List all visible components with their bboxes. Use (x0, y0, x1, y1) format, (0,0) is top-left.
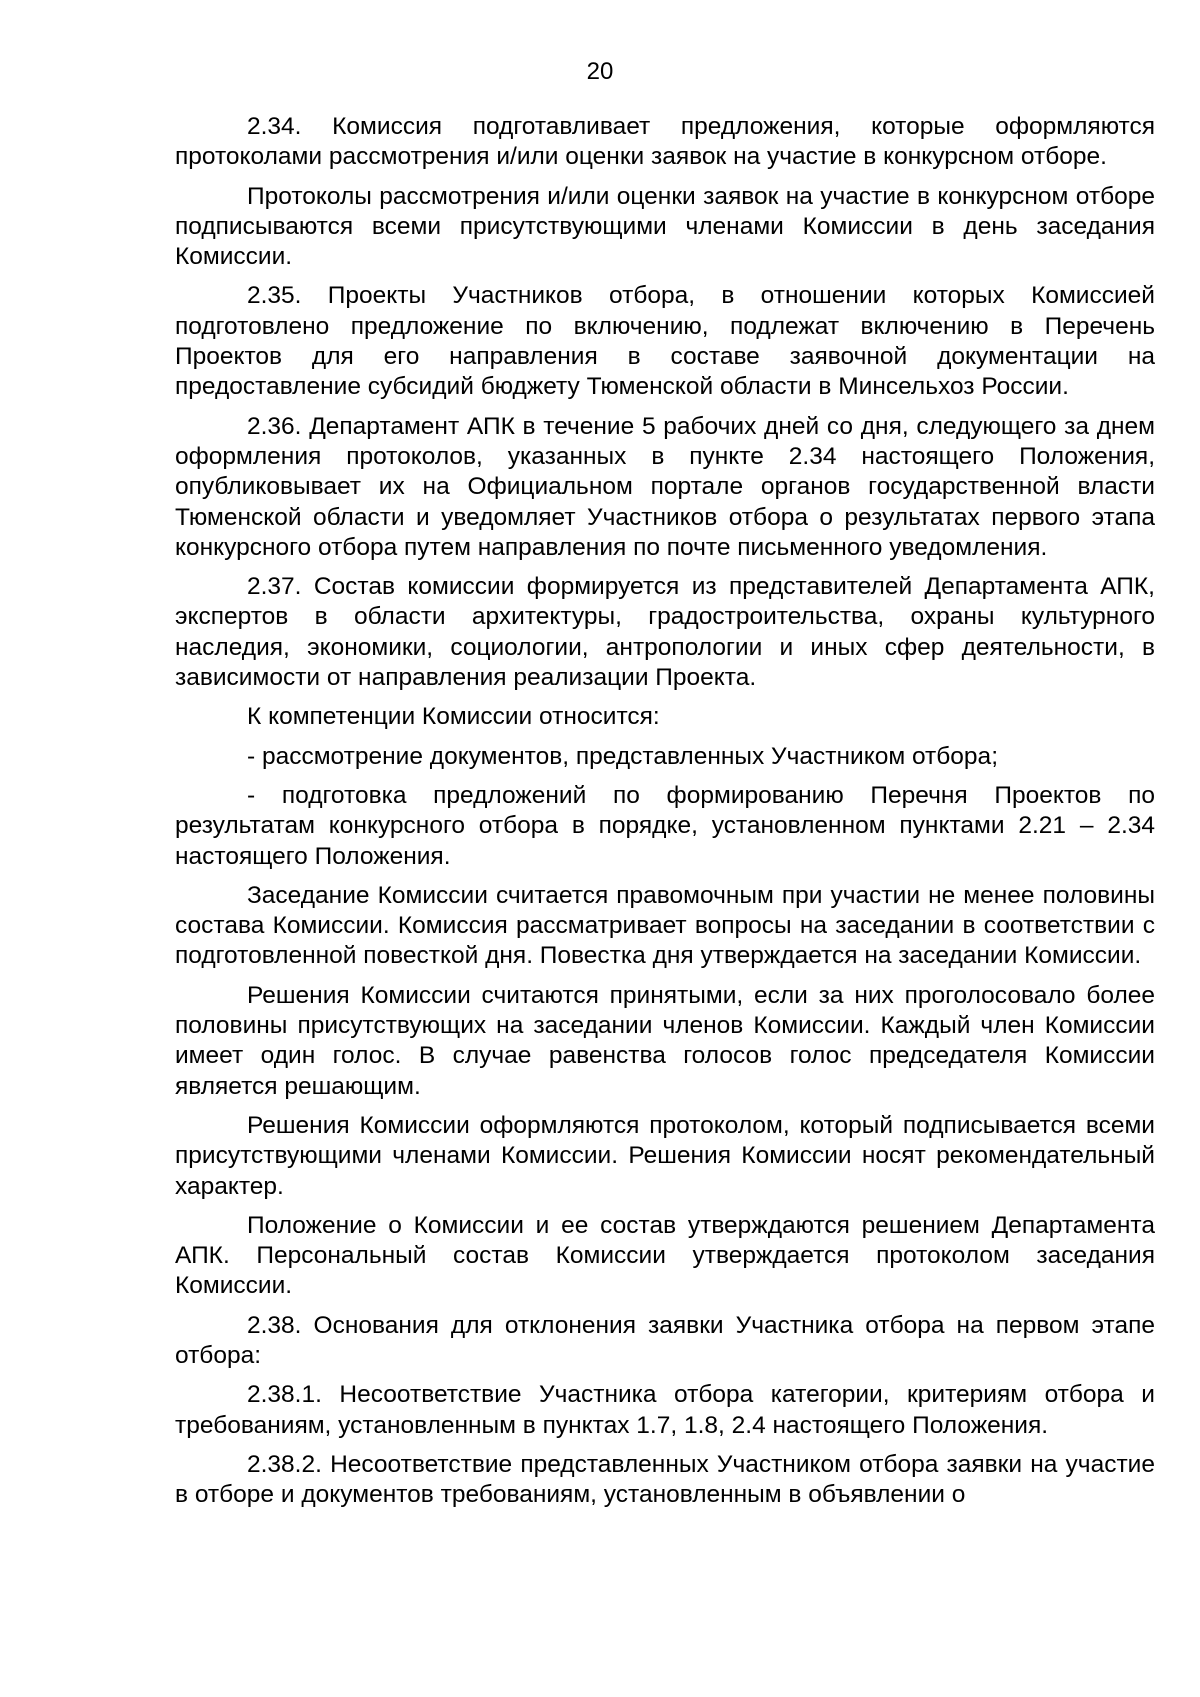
paragraph-2-38-2: 2.38.2. Несоответствие представленных Участником отбора заявки на участие в отборе и документов требованиям, установленным в объявлении о (175, 1450, 1155, 1509)
paragraph-2-36: 2.36. Департамент АПК в течение 5 рабочих дней со дня, следующего за днем оформления протоколов, указанных в пункте 2.34 настоящего Положения, опубликовывает их на Официальном портале органов государственной власти Тюменской области и уведомляет Участников отбора о результатах первого этапа конкурсного отбора путем направления по почте письменного уведомления. (175, 412, 1155, 561)
paragraph-competence-item-2: - подготовка предложений по формированию Перечня Проектов по результатам конкурсного отбора в порядке, установленном пунктами 2.21 – 2.34 настоящего Положения. (175, 781, 1155, 870)
paragraph-quorum: Заседание Комиссии считается правомочным при участии не менее половины состава Комиссии. Комиссия рассматривает вопросы на заседании в соответствии с подготовленной повесткой дня. Повестка дня утверждается на заседании Комиссии. (175, 881, 1155, 970)
page-number: 20 (586, 58, 614, 85)
paragraph-decisions-voting: Решения Комиссии считаются принятыми, если за них проголосовало более половины присутствующих на заседании членов Комиссии. Каждый член Комиссии имеет один голос. В случае равенства голосов голос председателя Комиссии является решающим. (175, 981, 1155, 1100)
paragraph-decisions-protocol: Решения Комиссии оформляются протоколом, который подписывается всеми присутствующими членами Комиссии. Решения Комиссии носят рекомендательный характер. (175, 1111, 1155, 1200)
paragraph-2-38: 2.38. Основания для отклонения заявки Участника отбора на первом этапе отбора: (175, 1311, 1155, 1369)
paragraph-2-35: 2.35. Проекты Участников отбора, в отношении которых Комиссией подготовлено предложение по включению, подлежат включению в Перечень Проектов для его направления в составе заявочной документации на предоставление субсидий бюджету Тюменской области в Минсельхоз России. (175, 282, 1155, 401)
paragraph-protocols-signing: Протоколы рассмотрения и/или оценки заявок на участие в конкурсном отборе подписываются всеми присутствующими членами Комиссии в день заседания Комиссии. (175, 182, 1155, 271)
paragraph-2-34: 2.34. Комиссия подготавливает предложения, которые оформляются протоколами рассмотрения и/или оценки заявок на участие в конкурсном отборе. (175, 113, 1155, 171)
paragraph-2-38-1: 2.38.1. Несоответствие Участника отбора категории, критериям отбора и требованиям, установленным в пунктах 1.7, 1.8, 2.4 настоящего Положения. (175, 1381, 1155, 1439)
paragraph-2-37: 2.37. Состав комиссии формируется из представителей Департамента АПК, экспертов в области архитектуры, градостроительства, охраны культурного наследия, экономики, социологии, антропологии и иных сфер деятельности, в зависимости от направления реализации Проекта. (175, 573, 1155, 692)
paragraph-commission-regulation: Положение о Комиссии и ее состав утверждаются решением Департамента АПК. Персональный состав Комиссии утверждается протоколом заседания Комиссии. (175, 1211, 1155, 1300)
paragraph-competence-item-1: - рассмотрение документов, представленных Участником отбора; (247, 742, 998, 770)
paragraph-competence-heading: К компетенции Комиссии относится: (247, 703, 660, 731)
document-body (175, 112, 1155, 1519)
